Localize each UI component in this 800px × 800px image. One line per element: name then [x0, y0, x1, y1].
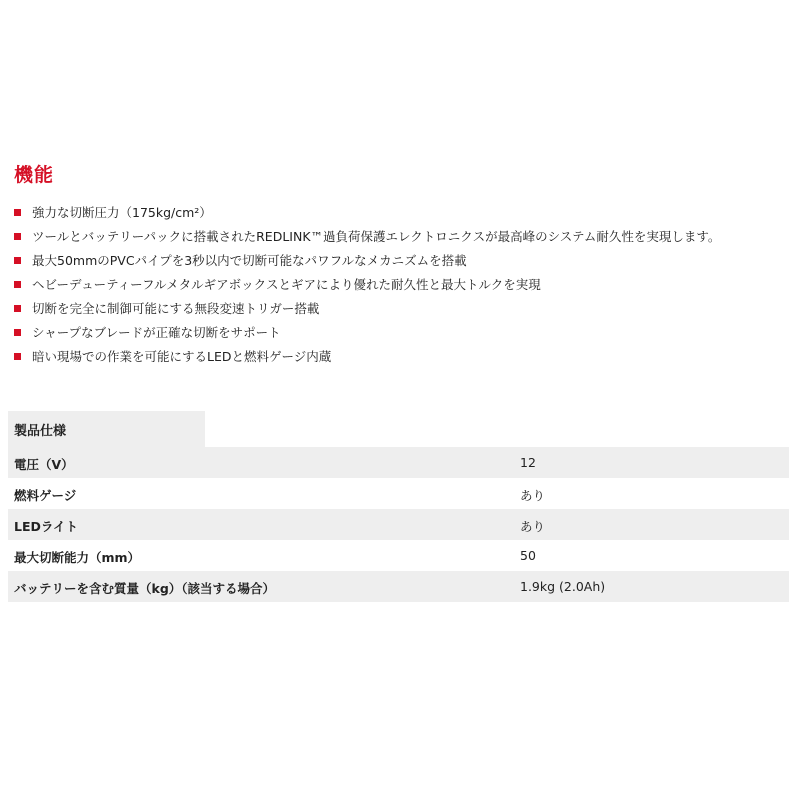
feature-item	[14, 203, 720, 227]
spec-value: あり	[520, 519, 546, 534]
features-list	[14, 203, 720, 371]
bullet-icon	[14, 281, 21, 288]
spec-row	[8, 540, 789, 571]
feature-text: ツールとバッテリーパックに搭載されたREDLINK™過負荷保護エレクトロニクスが最高峰のシステム耐久性を実現します。	[32, 229, 721, 244]
spec-label: 燃料ゲージ	[14, 488, 77, 503]
bullet-icon	[14, 257, 21, 264]
spec-row	[8, 509, 789, 540]
feature-item	[14, 347, 720, 371]
features-title: 機能	[14, 164, 55, 186]
spec-table	[8, 447, 789, 602]
spec-label: バッテリーを含む質量（kg）（該当する場合）	[14, 581, 276, 596]
bullet-icon	[14, 305, 21, 312]
spec-row	[8, 571, 789, 602]
bullet-icon	[14, 209, 21, 216]
feature-text: シャープなブレードが正確な切断をサポート	[32, 325, 281, 340]
feature-item	[14, 275, 720, 299]
feature-item	[14, 227, 720, 251]
feature-text: 最大50mmのPVCパイプを3秒以内で切断可能なパワフルなメカニズムを搭載	[32, 253, 467, 268]
spec-row	[8, 478, 789, 509]
spec-value: 12	[520, 455, 536, 470]
feature-text: 切断を完全に制御可能にする無段変速トリガー搭載	[32, 301, 320, 316]
feature-item	[14, 299, 720, 323]
spec-value: 1.9kg (2.0Ah)	[520, 579, 606, 594]
spec-value: 50	[520, 548, 536, 563]
feature-text: 暗い現場での作業を可能にするLEDと燃料ゲージ内蔵	[32, 349, 332, 364]
spec-row	[8, 447, 789, 478]
spec-label: LEDライト	[14, 519, 79, 534]
feature-text: 強力な切断圧力（175kg/cm²）	[32, 205, 212, 220]
bullet-icon	[14, 329, 21, 336]
feature-text: ヘビーデューティーフルメタルギアボックスとギアにより優れた耐久性と最大トルクを実現	[32, 277, 541, 292]
spec-table-title: 製品仕様	[14, 424, 67, 439]
feature-item	[14, 323, 720, 347]
spec-label: 最大切断能力（mm）	[14, 550, 141, 565]
bullet-icon	[14, 233, 21, 240]
feature-item	[14, 251, 720, 275]
spec-label: 電圧（V）	[14, 457, 74, 472]
spec-value: あり	[520, 488, 546, 503]
spec-table-header	[8, 411, 205, 447]
bullet-icon	[14, 353, 21, 360]
